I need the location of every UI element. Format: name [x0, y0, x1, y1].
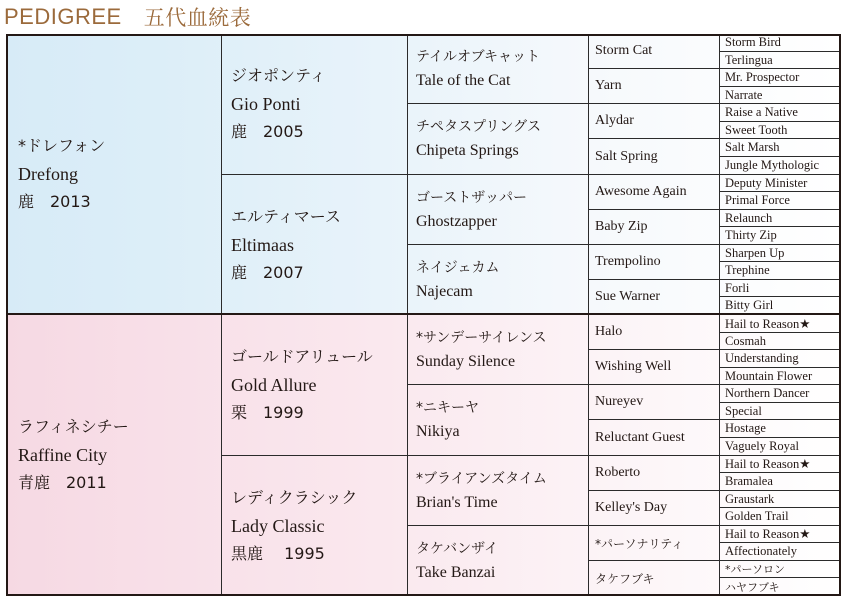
horse-name: Nureyev [595, 394, 644, 409]
gen4-cell [589, 104, 720, 139]
horse-name: Terlingua [725, 52, 773, 67]
horse-name-en: Eltimaas [231, 234, 294, 255]
gen3-cell [408, 385, 589, 456]
horse-name-en: Brian's Time [416, 493, 498, 511]
gen5-cell [720, 52, 841, 69]
horse-name: Special [725, 403, 762, 418]
gen5-cell [720, 333, 841, 350]
gen5-cell [720, 139, 841, 157]
horse-name: Graustark [725, 491, 775, 506]
horse-name: Narrate [725, 87, 763, 102]
horse-name: Golden Trail [725, 509, 789, 523]
horse-name: Hail to Reason★ [725, 457, 811, 471]
horse-name: Vaguely Royal [725, 439, 799, 453]
gen4-cell [589, 34, 720, 69]
gen3-cell [408, 245, 589, 315]
gen4-cell [589, 385, 720, 420]
horse-name-jp: レディクラシック [231, 487, 358, 507]
horse-name-en: Take Banzai [416, 563, 496, 581]
gen4-cell [589, 69, 720, 104]
gen5-cell [720, 210, 841, 227]
gen2-cell [222, 175, 408, 315]
horse-name: Understanding [725, 351, 799, 365]
gen3-cell [408, 526, 589, 596]
gen5-cell [720, 543, 841, 561]
gen5-cell [720, 561, 841, 578]
gen5-cell [720, 175, 841, 192]
horse-name-en: Gold Allure [231, 375, 317, 395]
title-jp: 五代血統表 [143, 6, 252, 30]
horse-name: Salt Spring [595, 148, 658, 164]
horse-name-jp: *ドレフォン [18, 136, 106, 155]
horse-name-en: Nikiya [416, 423, 460, 440]
gen4-cell [589, 245, 720, 280]
gen4-cell [589, 526, 720, 561]
horse-name: Primal Force [725, 193, 790, 207]
horse-name-en: Ghostzapper [416, 212, 497, 230]
horse-name: Trempolino [595, 254, 661, 269]
gen4-cell [589, 561, 720, 596]
gen2-cell [222, 34, 408, 175]
horse-name-jp: チペタスプリングス [416, 119, 542, 135]
horse-name-jp: ゴールドアリュール [231, 347, 373, 366]
gen5-cell [720, 104, 841, 122]
gen4-cell [589, 175, 720, 210]
horse-name-jp: エルティマース [231, 206, 341, 226]
gen5-cell [720, 508, 841, 526]
horse-name: Affectionately [725, 544, 797, 558]
horse-name-jp: ネイジェカム [416, 259, 500, 276]
horse-name: Roberto [595, 465, 641, 480]
horse-name: Reluctant Guest [595, 429, 685, 445]
horse-name: Kelley's Day [595, 500, 668, 515]
horse-name: Sharpen Up [725, 245, 785, 260]
horse-name-jp: *サンデーサイレンス [416, 329, 547, 346]
gen5-cell [720, 315, 841, 333]
gen4-cell [589, 280, 720, 315]
horse-name-en: Lady Classic [231, 515, 325, 536]
horse-name: Thirty Zip [725, 228, 777, 242]
sire-cell [6, 34, 222, 315]
horse-name: Cosmah [725, 333, 766, 348]
gen3-cell [408, 456, 589, 526]
horse-name: Halo [595, 324, 623, 339]
horse-name: ハヤフブキ [725, 580, 780, 594]
gen5-cell [720, 526, 841, 543]
horse-name-jp: *ブライアンズタイム [416, 470, 547, 487]
gen5-cell [720, 438, 841, 456]
gen5-cell [720, 87, 841, 104]
horse-name: Jungle Mythologic [725, 158, 820, 172]
horse-name-en: Najecam [416, 282, 473, 300]
gen5-cell [720, 403, 841, 420]
horse-name: Sue Warner [595, 289, 661, 304]
horse-name: Bitty Girl [725, 298, 774, 312]
horse-color-year: 栗 1999 [231, 403, 304, 422]
gen5-cell [720, 69, 841, 87]
horse-name: Awesome Again [595, 184, 687, 199]
horse-color-year: 黒鹿 1995 [231, 543, 325, 563]
gen4-cell [589, 456, 720, 491]
gen5-cell [720, 491, 841, 508]
gen5-cell [720, 368, 841, 385]
gen3-cell [408, 175, 589, 245]
horse-name: Raise a Native [725, 105, 798, 119]
gen4-cell [589, 210, 720, 245]
gen4-cell [589, 491, 720, 526]
horse-name: Yarn [595, 78, 622, 93]
gen3-cell [408, 34, 589, 104]
gen5-cell [720, 578, 841, 596]
horse-name: Northern Dancer [725, 386, 810, 400]
pedigree-chart [6, 34, 841, 596]
horse-name: Alydar [595, 113, 634, 128]
gen5-cell [720, 456, 841, 473]
horse-name: Trephine [725, 263, 770, 277]
horse-name-en: Drefong [18, 164, 78, 184]
gen5-cell [720, 385, 841, 403]
horse-name: Hail to Reason★ [725, 316, 811, 331]
gen2-cell [222, 456, 408, 596]
horse-name-en: Sunday Silence [416, 352, 516, 370]
horse-name: Forli [725, 280, 750, 295]
gen5-cell [720, 157, 841, 175]
horse-name: Mr. Prospector [725, 70, 800, 84]
horse-name: *パーソナリティ [595, 536, 684, 551]
gen5-cell [720, 122, 841, 139]
sire-dam-divider [6, 313, 841, 315]
gen5-cell [720, 192, 841, 210]
horse-name: Bramalea [725, 474, 773, 488]
horse-name-en: Gio Ponti [231, 94, 301, 114]
horse-name: Storm Bird [725, 35, 781, 49]
horse-color-year: 青鹿 2011 [18, 473, 107, 492]
gen4-cell [589, 350, 720, 385]
horse-name: Storm Cat [595, 43, 653, 58]
horse-name: Baby Zip [595, 219, 648, 234]
title-en: PEDIGREE [4, 4, 122, 29]
gen5-cell [720, 262, 841, 280]
horse-color-year: 鹿 2005 [231, 122, 304, 141]
horse-name-jp: テイルオブキャット [416, 48, 541, 65]
horse-name: Hail to Reason★ [725, 527, 811, 541]
gen5-cell [720, 34, 841, 52]
page-header [4, 3, 251, 31]
gen5-cell [720, 280, 841, 297]
horse-name: Deputy Minister [725, 175, 808, 190]
horse-name: Salt Marsh [725, 140, 780, 154]
horse-name: *パーソロン [725, 563, 786, 576]
horse-color-year: 鹿 2007 [231, 262, 304, 282]
horse-name-jp: ゴーストザッパー [416, 189, 528, 206]
gen4-cell [589, 420, 720, 456]
gen3-cell [408, 315, 589, 385]
horse-name-jp: ラフィネシチー [18, 417, 129, 436]
gen5-cell [720, 473, 841, 491]
horse-color-year: 鹿 2013 [18, 192, 91, 211]
horse-name: Sweet Tooth [725, 122, 788, 137]
horse-name-jp: *ニキーヤ [416, 400, 479, 416]
horse-name-en: Raffine City [18, 445, 108, 465]
horse-name-en: Tale of the Cat [416, 71, 511, 89]
horse-name: Mountain Flower [725, 368, 813, 383]
gen4-cell [589, 315, 720, 350]
dam-cell [6, 315, 222, 596]
gen5-cell [720, 245, 841, 262]
gen5-cell [720, 227, 841, 245]
gen2-cell [222, 315, 408, 456]
horse-name: Hostage [725, 421, 766, 435]
horse-name-jp: タケバンザイ [416, 540, 499, 557]
horse-name: Wishing Well [595, 359, 672, 374]
horse-name-jp: ジオポンティ [231, 66, 326, 85]
gen4-cell [589, 139, 720, 175]
gen5-cell [720, 420, 841, 438]
horse-name-en: Chipeta Springs [416, 142, 519, 159]
horse-name: タケフブキ [595, 571, 655, 586]
horse-name: Relaunch [725, 210, 773, 225]
gen3-cell [408, 104, 589, 175]
gen5-cell [720, 350, 841, 368]
